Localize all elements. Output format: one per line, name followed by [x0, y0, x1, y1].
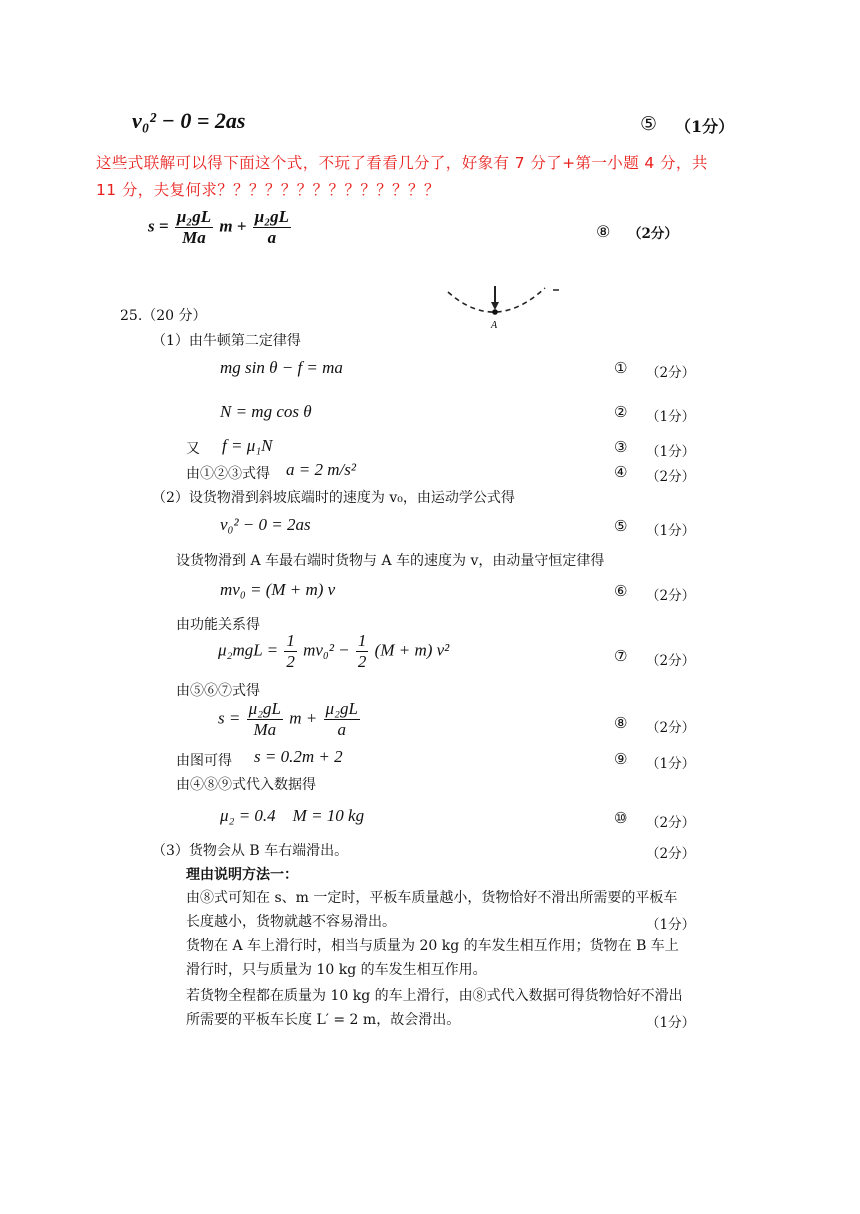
equation-10-number: ⑩	[614, 809, 628, 827]
from-4-8-9-text: 由④⑧⑨式代入数据得	[176, 777, 316, 793]
equation-9-number: ⑨	[614, 750, 628, 768]
equation-7-number: ⑦	[614, 647, 628, 665]
equation-7-score: （2分）	[646, 653, 696, 669]
equation-5: v₀² − 0 = 2as	[220, 515, 311, 534]
red-comment-line-2: 11 分，夫复何求？？？？？？？？？？？？？？	[96, 181, 440, 199]
equation-6-score: （2分）	[646, 588, 696, 604]
momentum-text: 设货物滑到 A 车最右端时货物与 A 车的速度为 v，由动量守恒定律得	[176, 553, 605, 569]
equation-10-score: （2分）	[646, 815, 696, 831]
equation-8-number: ⑧	[614, 714, 628, 732]
equation-6: mv₀ = (M + m) v	[220, 580, 336, 599]
equation-2-number: ②	[614, 403, 628, 421]
top-equation-5-number: ⑤	[640, 113, 658, 135]
reason-p2-line2: 滑行时，只与质量为 10 kg 的车发生相互作用。	[186, 962, 487, 978]
part2-intro: （2）设货物滑到斜坡底端时的速度为 v₀，由运动学公式得	[152, 490, 515, 506]
reason-p3-line2: 所需要的平板车长度 L′ = 2 m，故会滑出。	[186, 1012, 461, 1028]
from-5-6-7-text: 由⑤⑥⑦式得	[176, 683, 260, 699]
equation-4-score: （2分）	[646, 469, 696, 485]
energy-text: 由功能关系得	[176, 617, 260, 633]
reason-p1-line2: 长度越小，货物就越不容易滑出。	[186, 914, 396, 930]
top-eq8-prefix: s =	[148, 216, 169, 236]
top-equation-8-number: ⑧	[596, 222, 611, 241]
top-equation-5-score: （1分）	[675, 117, 735, 136]
equation-3: f = μ₁N	[222, 436, 273, 455]
top-equation-8	[148, 208, 293, 247]
top-eq8-mid: m +	[219, 216, 247, 236]
equation-5-number: ⑤	[614, 517, 628, 535]
equation-2-score: （1分）	[646, 409, 696, 425]
point-a-label: A	[491, 320, 498, 331]
equation-9: s = 0.2m + 2	[254, 747, 343, 766]
equation-2: N = mg cos θ	[220, 402, 312, 421]
q25-header: 25.（20 分）	[120, 308, 207, 324]
reason-p1-score: （1分）	[646, 917, 696, 933]
equation-9-score: （1分）	[646, 756, 696, 772]
equation-8-score: （2分）	[646, 720, 696, 736]
equation-6-number: ⑥	[614, 582, 628, 600]
equation-4-prefix: 由①②③式得	[186, 466, 270, 482]
top-equation-5: v₀² − 0 = 2as	[132, 108, 246, 133]
equation-4-number: ④	[614, 463, 628, 481]
part3-score: （2分）	[646, 846, 696, 862]
equation-3-score: （1分）	[646, 444, 696, 460]
part1-intro: （1）由牛顿第二定律得	[152, 333, 301, 349]
reason-p3-line1: 若货物全程都在质量为 10 kg 的车上滑行，由⑧式代入数据可得货物恰好不滑出	[186, 988, 683, 1004]
equation-10: μ₂ = 0.4 M = 10 kg	[220, 806, 365, 825]
equation-9-prefix: 由图可得	[176, 753, 232, 769]
reason-header: 理由说明方法一：	[186, 867, 298, 883]
equation-3-number: ③	[614, 438, 628, 456]
equation-4: a = 2 m/s²	[286, 460, 356, 479]
equation-1-score: （2分）	[646, 365, 696, 381]
equation-8: s = $\frac{\text{μ₂gL}}{Ma}$ m + $\frac{\text{μ₂gL}}{a}$	[218, 699, 358, 739]
arc-figure	[440, 282, 570, 332]
equation-3-prefix: 又	[186, 441, 200, 457]
red-comment-line-1: 这些式联解可以得下面这个式，不玩了看看几分了，好象有 7 分了+第一小题 4 分，共	[96, 154, 708, 172]
top-equation-8-score: （2分）	[628, 226, 678, 242]
equation-5-score: （1分）	[646, 523, 696, 539]
reason-p2-line1: 货物在 A 车上滑行时，相当与质量为 20 kg 的车发生相互作用；货物在 B 车上	[186, 938, 679, 954]
top-eq8-fraction-1: $\frac{\text{μ₂gL}}{Ma}$	[176, 207, 212, 247]
reason-p1-line1: 由⑧式可知在 s、m 一定时，平板车质量越小，货物恰好不滑出所需要的平板车	[186, 890, 678, 906]
top-eq8-fraction-2: $\frac{\text{μ₂gL}}{a}$	[254, 207, 290, 247]
equation-1-number: ①	[614, 359, 628, 377]
equation-1: mg sin θ − f = ma	[220, 358, 343, 377]
part3-intro: （3）货物会从 B 车右端滑出。	[152, 843, 349, 859]
equation-7: μ₂mgL = $\frac{1}{2}$ mv₀² − $\frac{1}{2}$ (M + m) v²	[218, 631, 450, 671]
reason-p3-score: （1分）	[646, 1015, 696, 1031]
